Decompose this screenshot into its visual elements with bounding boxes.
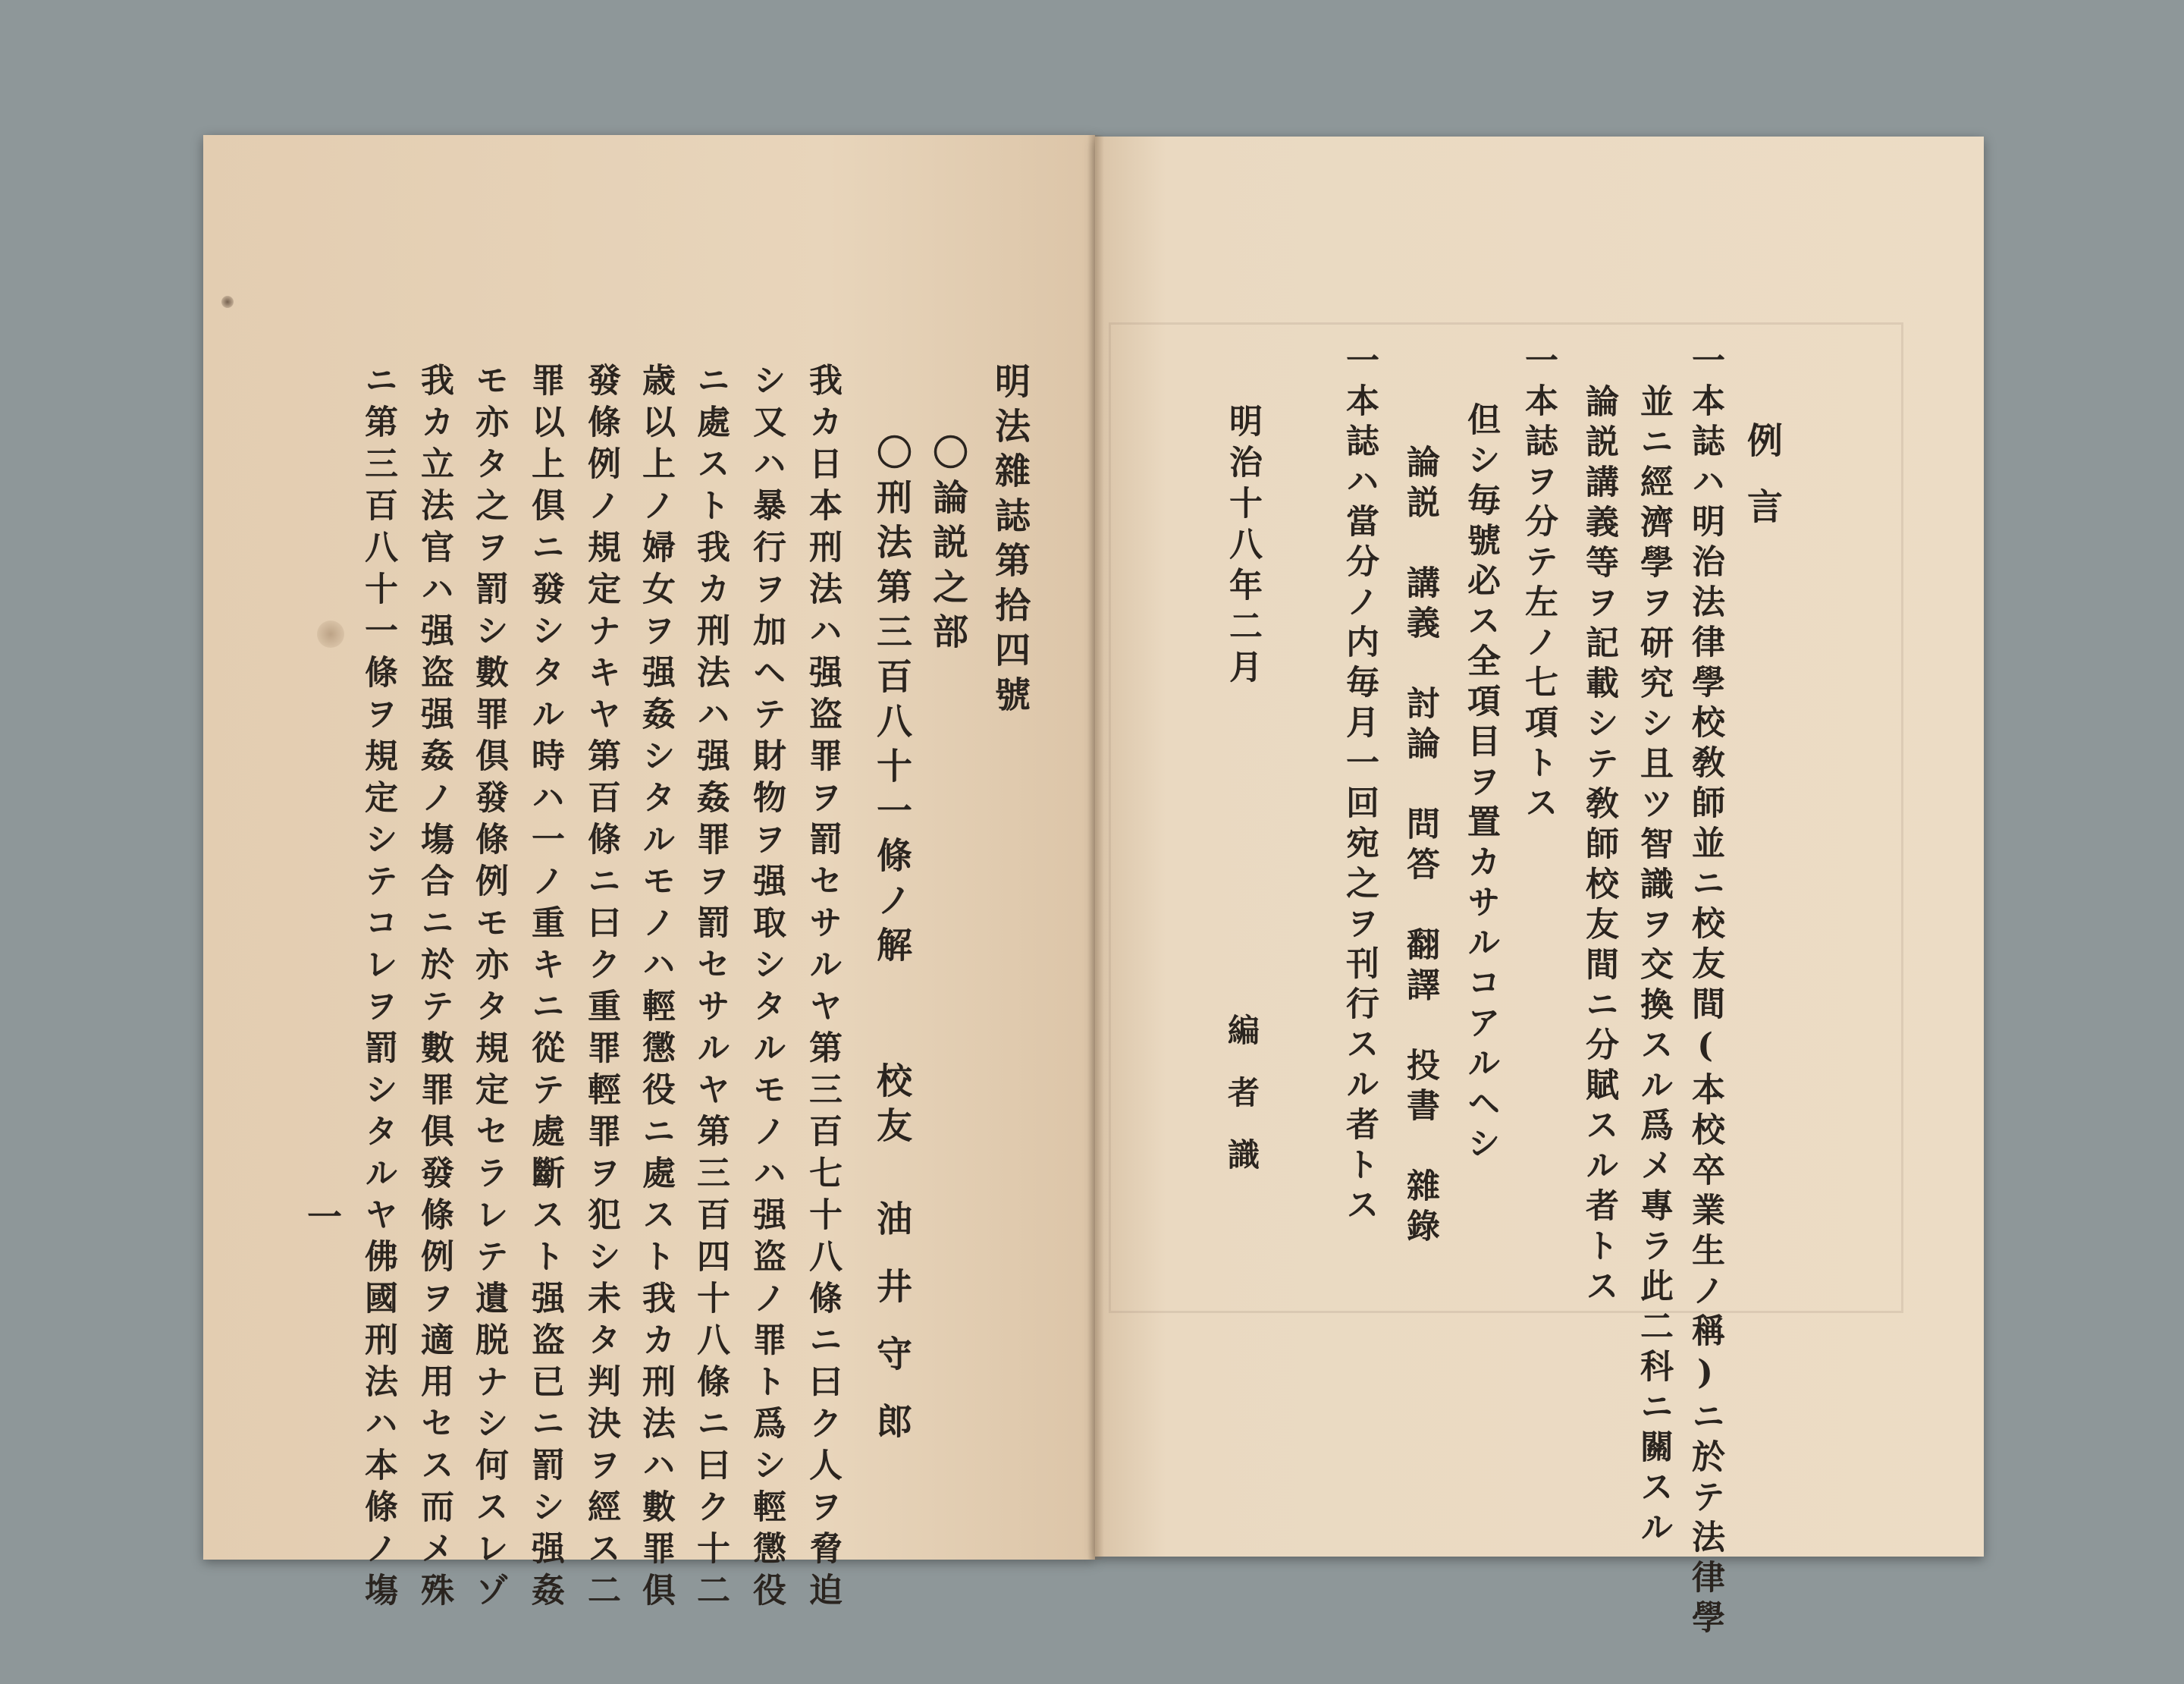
editor-signature: 編者識: [1223, 1013, 1260, 1200]
preface-column-1: 一本誌ハ明治法律學校敎師並ニ校友間(本校卒業生ノ稱)ニ於テ法律學: [1686, 343, 1724, 1640]
body-column-8: 我カ立法官ハ强盗强姦ノ塲合ニ於テ數罪俱發條例ヲ適用セス而メ殊: [415, 363, 453, 1614]
preface-column-3: 論説講義等ヲ記載シテ敎師校友間ニ分賦スル者トス: [1580, 384, 1618, 1309]
body-column-1: 我カ日本刑法ハ强盗罪ヲ罰セサルヤ第三百七十八條ニ曰ク人ヲ脅迫: [803, 363, 842, 1614]
page-number: 一: [302, 1199, 343, 1233]
body-column-3: ニ處スト我カ刑法ハ强姦罪ヲ罰セサルヤ第三百四十八條ニ曰ク十二: [691, 363, 730, 1614]
article-title: 〇刑法第三百八十一條ノ解: [871, 434, 912, 971]
body-column-9: ニ第三百八十一條ヲ規定シテコレヲ罰シタルヤ佛國刑法ハ本條ノ塲: [359, 363, 397, 1614]
body-column-5: 發條例ノ規定ナキヤ第百條ニ曰ク重罪輕罪ヲ犯シ未タ判決ヲ經ス二: [582, 363, 620, 1614]
author-name: 油井守郎: [871, 1200, 912, 1470]
body-column-6: 罪以上倶ニ發シタル時ハ一ノ重キニ從テ處斷スト强盗已ニ罰シ强姦: [526, 363, 564, 1614]
preface-column-2: 並ニ經濟學ヲ研究シ且ツ智識ヲ交換スル爲メ專ラ此二科ニ關スル: [1634, 384, 1673, 1550]
body-column-7: モ亦タ之ヲ罰シ數罪倶發條例モ亦タ規定セラレテ遺脱ナシ何スレゾ: [469, 363, 508, 1614]
preface-column-6: 論説 講義 討論 問答 翻譯 投書 雜錄: [1401, 445, 1439, 1249]
magazine-title: 明法雜誌第拾四號: [989, 363, 1031, 721]
paper-dot: [221, 296, 234, 308]
body-column-4: 歳以上ノ婦女ヲ强姦シタルモノハ輕懲役ニ處スト我カ刑法ハ數罪俱: [636, 363, 675, 1614]
paper-stain: [317, 621, 344, 648]
preface-heading: 例言: [1741, 422, 1783, 554]
preface-column-7: 一本誌ハ當分ノ内毎月一回宛之ヲ刊行スル者トス: [1340, 343, 1379, 1227]
preface-date: 明治十八年二月: [1223, 404, 1262, 690]
body-column-2: シ又ハ暴行ヲ加ヘテ財物ヲ强取シタルモノハ强盗ノ罪ト爲シ輕懲役: [747, 363, 786, 1614]
preface-column-4: 一本誌ヲ分テ左ノ七項トス: [1519, 343, 1558, 825]
preface-column-5: 但シ毎號必ス全項目ヲ置カサルコアルヘシ: [1461, 402, 1500, 1166]
author-label: 校友: [871, 1062, 912, 1151]
section-heading: 〇論説之部: [927, 434, 968, 658]
book-gutter: [1087, 135, 1104, 1560]
